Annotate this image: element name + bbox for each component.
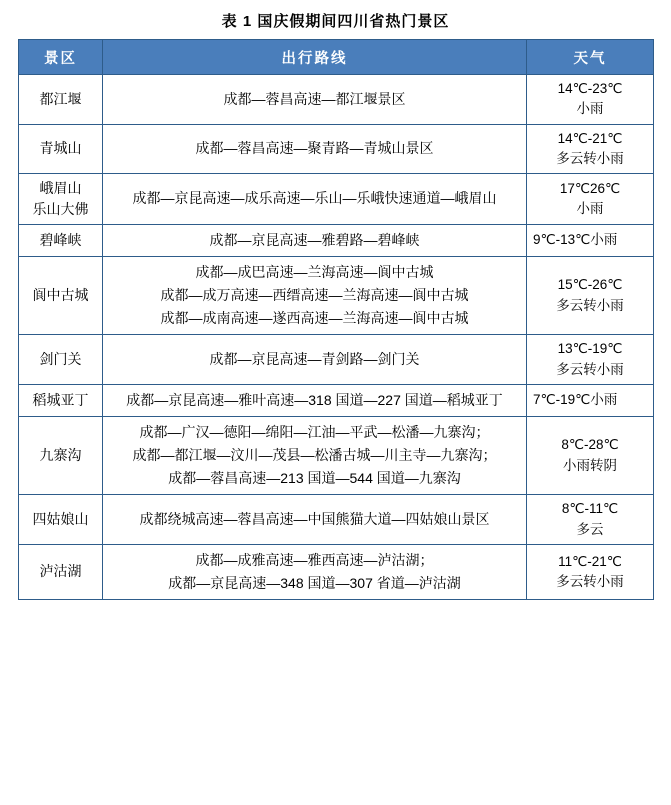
weather-line: 小雨: [576, 201, 604, 216]
route-line: 成都绕城高速—蓉昌高速—中国熊猫大道—四姑娘山景区: [139, 510, 490, 527]
cell-route: [103, 75, 527, 125]
spot-name-line: 乐山大佛: [32, 201, 89, 217]
cell-route: [103, 174, 527, 225]
weather-line: 多云转小雨: [556, 573, 624, 589]
cell-weather: [527, 544, 654, 599]
cell-route: [103, 225, 527, 257]
weather-line: 多云转小雨: [556, 150, 624, 166]
weather-line: 14℃-23℃: [557, 81, 623, 96]
spot-name-line: 四姑娘山: [32, 511, 89, 527]
cell-spot: [19, 75, 103, 125]
cell-spot: [19, 174, 103, 225]
column-header-weather: 天气: [527, 40, 654, 75]
weather-line: 9℃-13℃小雨: [533, 232, 618, 248]
route-line: 成都—成雅高速—雅西高速—泸沽湖；: [195, 551, 434, 568]
weather-line: 17℃26℃: [559, 180, 621, 196]
cell-route: [103, 544, 527, 599]
spot-name-line: 阆中古城: [32, 287, 89, 304]
table-row: [19, 416, 654, 494]
table-row: [19, 174, 654, 225]
route-line: 成都—京昆高速—青剑路—剑门关: [209, 351, 420, 368]
weather-line: 8℃-28℃: [561, 437, 619, 453]
cell-weather: [527, 124, 654, 174]
column-header-route: 出行路线: [103, 40, 527, 75]
route-line: 成都—京昆高速—雅叶高速—318 国道—227 国道—稻城亚丁: [126, 391, 503, 408]
table-header-row: [19, 40, 654, 75]
cell-spot: [19, 257, 103, 335]
cell-weather: [527, 384, 654, 416]
cell-route: [103, 335, 527, 385]
weather-line: 小雨转阴: [563, 457, 617, 473]
cell-route: [103, 416, 527, 494]
cell-spot: [19, 335, 103, 385]
cell-spot: [19, 416, 103, 494]
table-row: [19, 384, 654, 416]
weather-line: 8℃-11℃: [561, 501, 619, 517]
table-row: [19, 225, 654, 257]
weather-line: 14℃-21℃: [557, 130, 623, 146]
weather-line: 13℃-19℃: [557, 341, 623, 357]
route-line: 成都—成万高速—西缙高速—兰海高速—阆中古城: [160, 287, 469, 304]
cell-spot: [19, 124, 103, 174]
spot-name-line: 泸沽湖: [39, 563, 82, 580]
column-header-spot: 景区: [19, 40, 103, 75]
cell-spot: [19, 495, 103, 545]
hot-scenic-spots-table: [18, 39, 654, 600]
table-row: [19, 124, 654, 174]
cell-spot: [19, 544, 103, 599]
spot-name-line: 都江堰: [39, 90, 82, 107]
spot-name-line: 稻城亚丁: [32, 391, 89, 408]
cell-route: [103, 124, 527, 174]
route-line: 成都—成南高速—遂西高速—兰海高速—阆中古城: [160, 310, 469, 327]
table-caption: 表 1 国庆假期间四川省热门景区: [221, 13, 450, 30]
spot-name-line: 峨眉山: [39, 180, 82, 196]
cell-weather: [527, 335, 654, 385]
cell-route: [103, 384, 527, 416]
route-line: 成都—蓉昌高速—都江堰景区: [223, 90, 406, 107]
route-line: 成都—蓉昌高速—213 国道—544 国道—九寨沟: [168, 470, 461, 487]
spot-name-line: 九寨沟: [39, 447, 82, 464]
route-line: 成都—蓉昌高速—聚青路—青城山景区: [195, 140, 434, 157]
weather-line: 11℃-21℃: [558, 553, 622, 569]
cell-weather: [527, 416, 654, 494]
spot-name-line: 青城山: [39, 140, 82, 157]
table-row: [19, 335, 654, 385]
cell-weather: [527, 75, 654, 125]
table-body: [19, 75, 654, 600]
weather-line: 多云: [576, 521, 604, 537]
spot-name-line: 剑门关: [39, 351, 82, 368]
cell-weather: [527, 257, 654, 335]
table-row: [19, 75, 654, 125]
route-line: 成都—京昆高速—雅碧路—碧峰峡: [209, 232, 420, 248]
table-row: [19, 257, 654, 335]
weather-line: 多云转小雨: [556, 297, 624, 313]
route-line: 成都—京昆高速—成乐高速—乐山—乐峨快速通道—峨眉山: [132, 190, 497, 207]
route-line: 成都—成巴高速—兰海高速—阆中古城: [195, 264, 434, 281]
route-line: 成都—京昆高速—348 国道—307 省道—泸沽湖: [168, 574, 461, 591]
cell-spot: [19, 384, 103, 416]
cell-route: [103, 495, 527, 545]
cell-weather: [527, 174, 654, 225]
route-line: 成都—广汉—德阳—绵阳—江油—平武—松潘—九寨沟；: [139, 423, 490, 440]
cell-weather: [527, 225, 654, 257]
route-line: 成都—都江堰—汶川—茂县—松潘古城—川主寺—九寨沟；: [132, 447, 497, 464]
weather-line: 小雨: [576, 101, 604, 117]
weather-line: 7℃-19℃小雨: [533, 392, 618, 408]
spot-name-line: 碧峰峡: [39, 232, 82, 249]
weather-line: 15℃-26℃: [557, 277, 623, 293]
cell-route: [103, 257, 527, 335]
table-row: [19, 495, 654, 545]
weather-line: 多云转小雨: [556, 361, 624, 377]
table-header: [19, 40, 654, 75]
cell-spot: [19, 225, 103, 257]
table-row: [19, 544, 654, 599]
cell-weather: [527, 495, 654, 545]
